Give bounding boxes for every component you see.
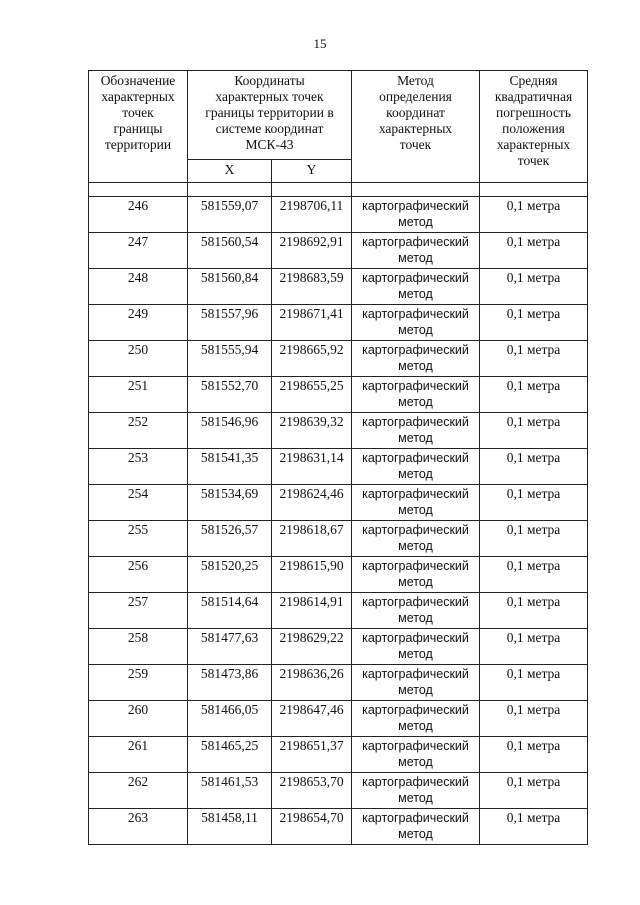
cell-point-number: 259: [89, 665, 188, 701]
cell-y-coordinate: 2198692,91: [272, 233, 352, 269]
cell-error: 0,1 метра: [480, 809, 588, 845]
cell-error: 0,1 метра: [480, 233, 588, 269]
cell-method: картографический метод: [352, 305, 480, 341]
cell-point-number: 247: [89, 233, 188, 269]
cell-x-coordinate: 581560,54: [188, 233, 272, 269]
cell-method: картографический метод: [352, 773, 480, 809]
table-row: [89, 521, 588, 557]
cell-x-coordinate: 581546,96: [188, 413, 272, 449]
table-row: [89, 737, 588, 773]
table-row: [89, 665, 588, 701]
table-row: [89, 413, 588, 449]
cell-point-number: 251: [89, 377, 188, 413]
cell-point-number: 254: [89, 485, 188, 521]
cell-point-number: 261: [89, 737, 188, 773]
cell-point-number: 258: [89, 629, 188, 665]
cell-x-coordinate: 581458,11: [188, 809, 272, 845]
cell-point-number: 257: [89, 593, 188, 629]
header-coordinates: Координаты характерных точек границы территории в системе координат МСК-43: [188, 71, 352, 160]
cell-y-coordinate: 2198683,59: [272, 269, 352, 305]
cell-method: картографический метод: [352, 449, 480, 485]
table-row: [89, 557, 588, 593]
cell-y-coordinate: 2198639,32: [272, 413, 352, 449]
cell-point-number: 248: [89, 269, 188, 305]
table-body: [89, 197, 588, 845]
cell-point-number: 250: [89, 341, 188, 377]
cell-y-coordinate: 2198614,91: [272, 593, 352, 629]
header-y: Y: [272, 160, 352, 183]
table-row: [89, 773, 588, 809]
cell-error: 0,1 метра: [480, 485, 588, 521]
cell-method: картографический метод: [352, 485, 480, 521]
cell-x-coordinate: 581514,64: [188, 593, 272, 629]
cell-error: 0,1 метра: [480, 701, 588, 737]
table-row: [89, 377, 588, 413]
spacer-cell: [272, 183, 352, 197]
table-row: [89, 341, 588, 377]
table-row: [89, 305, 588, 341]
cell-error: 0,1 метра: [480, 557, 588, 593]
cell-method: картографический метод: [352, 413, 480, 449]
spacer-cell: [188, 183, 272, 197]
cell-point-number: 249: [89, 305, 188, 341]
cell-method: картографический метод: [352, 197, 480, 233]
cell-y-coordinate: 2198624,46: [272, 485, 352, 521]
spacer-cell: [352, 183, 480, 197]
cell-x-coordinate: 581557,96: [188, 305, 272, 341]
cell-y-coordinate: 2198636,26: [272, 665, 352, 701]
cell-method: картографический метод: [352, 233, 480, 269]
table-row: [89, 449, 588, 485]
cell-method: картографический метод: [352, 557, 480, 593]
table-row: [89, 269, 588, 305]
table-row: [89, 233, 588, 269]
table-row: [89, 809, 588, 845]
cell-x-coordinate: 581465,25: [188, 737, 272, 773]
cell-x-coordinate: 581466,05: [188, 701, 272, 737]
cell-y-coordinate: 2198651,37: [272, 737, 352, 773]
cell-error: 0,1 метра: [480, 449, 588, 485]
cell-point-number: 255: [89, 521, 188, 557]
cell-x-coordinate: 581473,86: [188, 665, 272, 701]
cell-x-coordinate: 581526,57: [188, 521, 272, 557]
cell-point-number: 263: [89, 809, 188, 845]
cell-point-number: 246: [89, 197, 188, 233]
cell-method: картографический метод: [352, 521, 480, 557]
cell-x-coordinate: 581552,70: [188, 377, 272, 413]
cell-method: картографический метод: [352, 809, 480, 845]
cell-method: картографический метод: [352, 593, 480, 629]
header-spacer-row: [89, 183, 588, 197]
cell-y-coordinate: 2198706,11: [272, 197, 352, 233]
table-row: [89, 701, 588, 737]
cell-error: 0,1 метра: [480, 665, 588, 701]
table-row: [89, 629, 588, 665]
coordinates-table: [88, 70, 588, 845]
cell-error: 0,1 метра: [480, 521, 588, 557]
cell-y-coordinate: 2198653,70: [272, 773, 352, 809]
cell-error: 0,1 метра: [480, 629, 588, 665]
header-method: Метод определения координат характерных точек: [352, 71, 480, 183]
cell-y-coordinate: 2198655,25: [272, 377, 352, 413]
cell-point-number: 262: [89, 773, 188, 809]
spacer-cell: [89, 183, 188, 197]
cell-y-coordinate: 2198629,22: [272, 629, 352, 665]
cell-point-number: 252: [89, 413, 188, 449]
cell-method: картографический метод: [352, 341, 480, 377]
cell-point-number: 253: [89, 449, 188, 485]
cell-error: 0,1 метра: [480, 377, 588, 413]
cell-method: картографический метод: [352, 737, 480, 773]
cell-error: 0,1 метра: [480, 305, 588, 341]
cell-method: картографический метод: [352, 629, 480, 665]
cell-x-coordinate: 581559,07: [188, 197, 272, 233]
cell-error: 0,1 метра: [480, 593, 588, 629]
cell-error: 0,1 метра: [480, 197, 588, 233]
table-row: [89, 485, 588, 521]
cell-y-coordinate: 2198654,70: [272, 809, 352, 845]
cell-x-coordinate: 581477,63: [188, 629, 272, 665]
cell-y-coordinate: 2198647,46: [272, 701, 352, 737]
spacer-cell: [480, 183, 588, 197]
page-number: 15: [313, 36, 327, 51]
header-designation: Обозначение характерных точек границы территории: [89, 71, 188, 183]
cell-error: 0,1 метра: [480, 413, 588, 449]
cell-point-number: 260: [89, 701, 188, 737]
cell-y-coordinate: 2198631,14: [272, 449, 352, 485]
cell-method: картографический метод: [352, 269, 480, 305]
cell-error: 0,1 метра: [480, 269, 588, 305]
cell-x-coordinate: 581555,94: [188, 341, 272, 377]
table-header: [89, 71, 588, 183]
header-error: Средняя квадратичная погрешность положения характерных точек: [480, 71, 588, 183]
cell-error: 0,1 метра: [480, 773, 588, 809]
cell-y-coordinate: 2198671,41: [272, 305, 352, 341]
cell-method: картографический метод: [352, 665, 480, 701]
cell-y-coordinate: 2198618,67: [272, 521, 352, 557]
cell-x-coordinate: 581560,84: [188, 269, 272, 305]
cell-method: картографический метод: [352, 701, 480, 737]
cell-x-coordinate: 581541,35: [188, 449, 272, 485]
cell-x-coordinate: 581520,25: [188, 557, 272, 593]
cell-y-coordinate: 2198615,90: [272, 557, 352, 593]
header-x: X: [188, 160, 272, 183]
cell-x-coordinate: 581534,69: [188, 485, 272, 521]
cell-error: 0,1 метра: [480, 737, 588, 773]
table-row: [89, 197, 588, 233]
cell-error: 0,1 метра: [480, 341, 588, 377]
cell-x-coordinate: 581461,53: [188, 773, 272, 809]
table-row: [89, 593, 588, 629]
cell-y-coordinate: 2198665,92: [272, 341, 352, 377]
cell-point-number: 256: [89, 557, 188, 593]
cell-method: картографический метод: [352, 377, 480, 413]
